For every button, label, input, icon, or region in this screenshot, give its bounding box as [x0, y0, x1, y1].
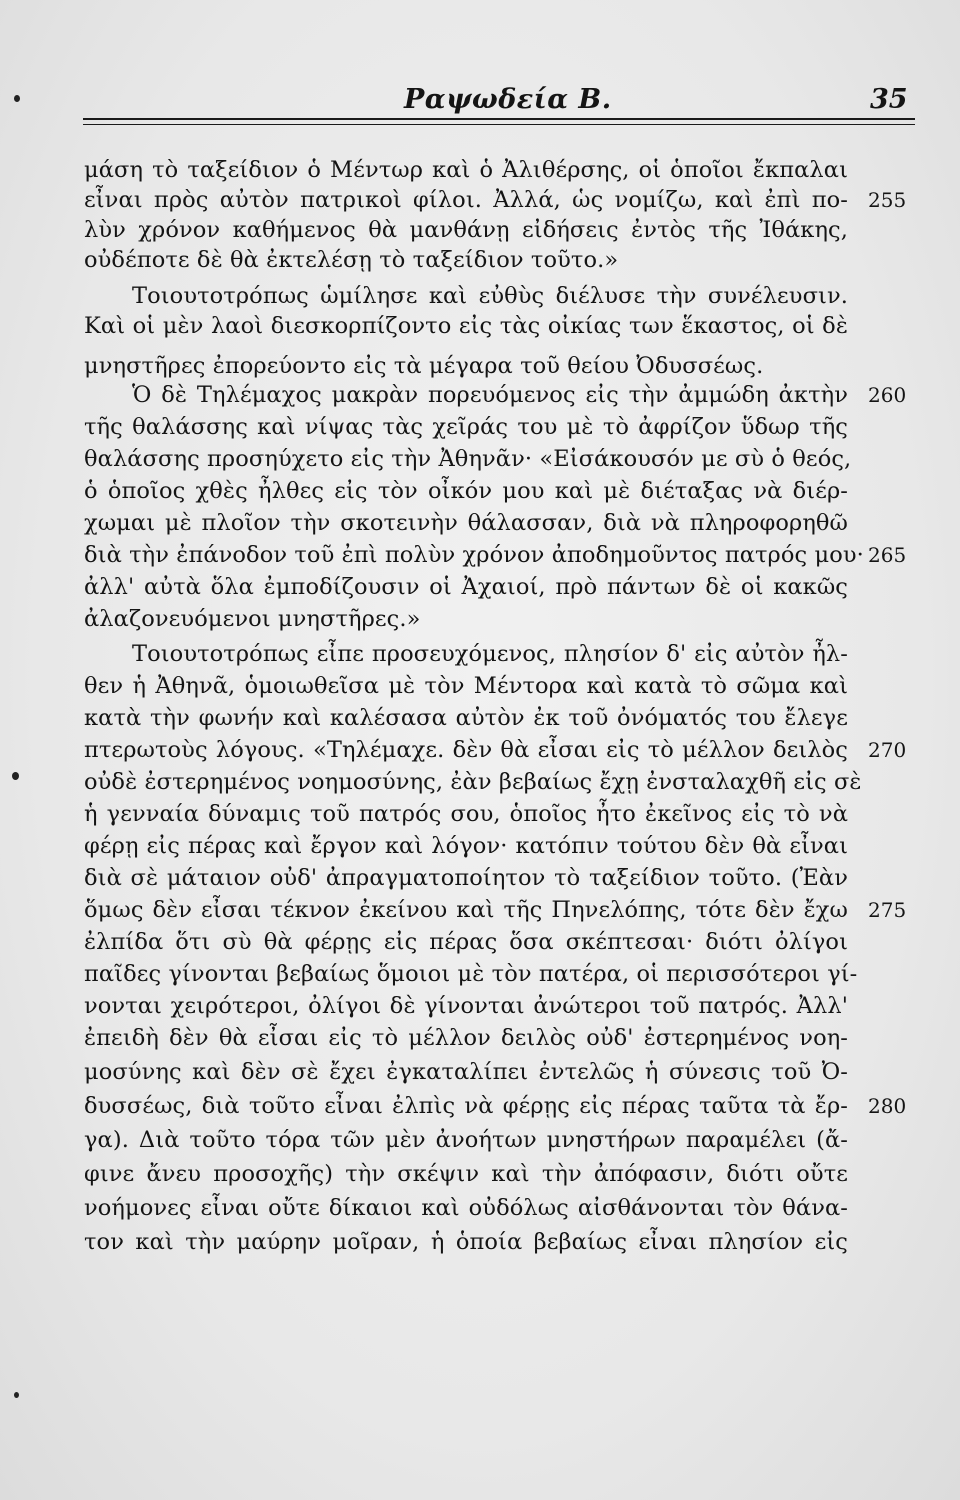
text-line: θαλάσσης προσηύχετο εἰς τὴν Ἀθηνᾶν· «Εἰσάκουσόν με σὺ ὁ θεός, — [84, 446, 852, 472]
text-line: πτερωτοὺς λόγους. «Τηλέμαχε. δὲν θὰ εἶσαι εἰς τὸ μέλλον δειλὸς — [84, 737, 848, 763]
text-line: δυσσέως, διὰ τοῦτο εἶναι ἐλπὶς νὰ φέρῃς εἰς πέρας ταῦτα τὰ ἔρ- — [84, 1093, 848, 1119]
text-line: ἐπειδὴ δὲν θὰ εἶσαι εἰς τὸ μέλλον δειλὸς οὐδ' ἐστερημένος νοη- — [84, 1025, 848, 1051]
text-line: οὐδὲ ἐστερημένος νοημοσύνης, ἐὰν βεβαίως ἔχῃ ἐνσταλαχθῆ εἰς σὲ — [84, 769, 862, 795]
header-rule-thick — [83, 118, 915, 120]
text-line: τῆς θαλάσσης καὶ νίψας τὰς χεῖράς του μὲ τὸ ἀφρίζον ὕδωρ τῆς — [84, 414, 848, 440]
text-line: φινε ἄνευ προσοχῆς) τὴν σκέψιν καὶ τὴν ἀπόφασιν, διότι οὔτε — [84, 1161, 848, 1187]
header-rule-thin — [83, 124, 915, 125]
text-line: Τοιουτοτρόπως εἶπε προσευχόμενος, πλησίον δ' εἰς αὐτὸν ἦλ- — [132, 641, 848, 667]
text-line: παῖδες γίνονται βεβαίως ὅμοιοι μὲ τὸν πατέρα, οἱ περισσότεροι γί- — [84, 961, 858, 987]
text-line: οὐδέποτε δὲ θὰ ἐκτελέσῃ τὸ ταξείδιον τοῦτο.» — [84, 247, 619, 273]
text-line: ἐλπίδα ὅτι σὺ θὰ φέρῃς εἰς πέρας ὅσα σκέπτεσαι· διότι ὀλίγοι — [84, 929, 848, 955]
verse-number: 275 — [868, 898, 907, 922]
page-number: 35 — [870, 84, 908, 115]
text-line: μοσύνης καὶ δὲν σὲ ἔχει ἐγκαταλίπει ἐντελῶς ἡ σύνεσις τοῦ Ὀ- — [84, 1059, 848, 1085]
verse-number: 280 — [868, 1094, 907, 1118]
text-line: εἶναι πρὸς αὐτὸν πατρικοὶ φίλοι. Ἀλλά, ὡς νομίζω, καὶ ἐπὶ πο- — [84, 187, 848, 213]
scan-speck — [14, 95, 20, 102]
text-line: χωμαι μὲ πλοῖον τὴν σκοτεινὴν θάλασσαν, διὰ νὰ πληροφορηθῶ — [84, 510, 848, 536]
text-line: ἀλαζονευόμενοι μνηστῆρες.» — [84, 606, 421, 632]
text-line: Τοιουτοτρόπως ὡμίλησε καὶ εὐθὺς διέλυσε τὴν συνέλευσιν. — [132, 283, 848, 309]
scan-speck — [14, 1392, 19, 1398]
text-line: λὺν χρόνον καθήμενος θὰ μανθάνῃ εἰδήσεις ἐντὸς τῆς Ἰθάκης, — [84, 217, 848, 243]
text-line: νονται χειρότεροι, ὀλίγοι δὲ γίνονται ἀνώτεροι τοῦ πατρός. Ἀλλ' — [84, 993, 848, 1019]
text-line: διὰ σὲ μάταιον οὐδ' ἀπραγματοποίητον τὸ ταξείδιον τοῦτο. (Ἐὰν — [84, 865, 848, 891]
text-line: διὰ τὴν ἐπάνοδον τοῦ ἐπὶ πολὺν χρόνον ἀποδημοῦντος πατρός μου· — [84, 542, 864, 568]
text-line: φέρῃ εἰς πέρας καὶ ἔργον καὶ λόγον· κατόπιν τούτου δὲν θὰ εἶναι — [84, 833, 848, 859]
running-header-title: Ραψωδεία Β. — [404, 84, 612, 115]
text-line: Ὁ δὲ Τηλέμαχος μακρὰν πορευόμενος εἰς τὴν ἀμμώδη ἀκτὴν — [132, 382, 848, 408]
text-line: μνηστῆρες ἐπορεύοντο εἰς τὰ μέγαρα τοῦ θείου Ὀδυσσέως. — [84, 353, 764, 379]
text-line: μάση τὸ ταξείδιον ὁ Μέντωρ καὶ ὁ Ἀλιθέρσης, οἱ ὁποῖοι ἔκπαλαι — [84, 157, 848, 183]
text-line: ἀλλ' αὐτὰ ὅλα ἐμποδίζουσιν οἱ Ἀχαιοί, πρὸ πάντων δὲ οἱ κακῶς — [84, 574, 848, 600]
verse-number: 265 — [868, 543, 907, 567]
text-line: ἡ γενναία δύναμις τοῦ πατρός σου, ὁποῖος ἦτο ἐκεῖνος εἰς τὸ νὰ — [84, 801, 848, 827]
text-line: ὅμως δὲν εἶσαι τέκνον ἐκείνου καὶ τῆς Πηνελόπης, τότε δὲν ἔχω — [84, 897, 848, 923]
text-line: κατὰ τὴν φωνήν καὶ καλέσασα αὐτὸν ἐκ τοῦ ὀνόματός του ἔλεγε — [84, 705, 848, 731]
verse-number: 270 — [868, 738, 907, 762]
verse-number: 255 — [868, 188, 907, 212]
text-line: θεν ἡ Ἀθηνᾶ, ὁμοιωθεῖσα μὲ τὸν Μέντορα καὶ κατὰ τὸ σῶμα καὶ — [84, 673, 848, 699]
text-line: τον καὶ τὴν μαύρην μοῖραν, ἡ ὁποία βεβαίως εἶναι πλησίον εἰς — [84, 1229, 848, 1255]
text-line: γα). Διὰ τοῦτο τόρα τῶν μὲν ἀνοήτων μνηστήρων παραμέλει (ἄ- — [84, 1127, 848, 1153]
text-line: νοήμονες εἶναι οὔτε δίκαιοι καὶ οὐδόλως αἰσθάνονται τὸν θάνα- — [84, 1195, 848, 1221]
text-line: ὁ ὁποῖος χθὲς ἦλθες εἰς τὸν οἶκόν μου καὶ μὲ διέταξας νὰ διέρ- — [84, 478, 848, 504]
verse-number: 260 — [868, 383, 907, 407]
text-line: Καὶ οἱ μὲν λαοὶ διεσκορπίζοντο εἰς τὰς οἰκίας των ἕκαστος, οἱ δὲ — [84, 313, 848, 339]
scan-speck — [12, 772, 19, 780]
